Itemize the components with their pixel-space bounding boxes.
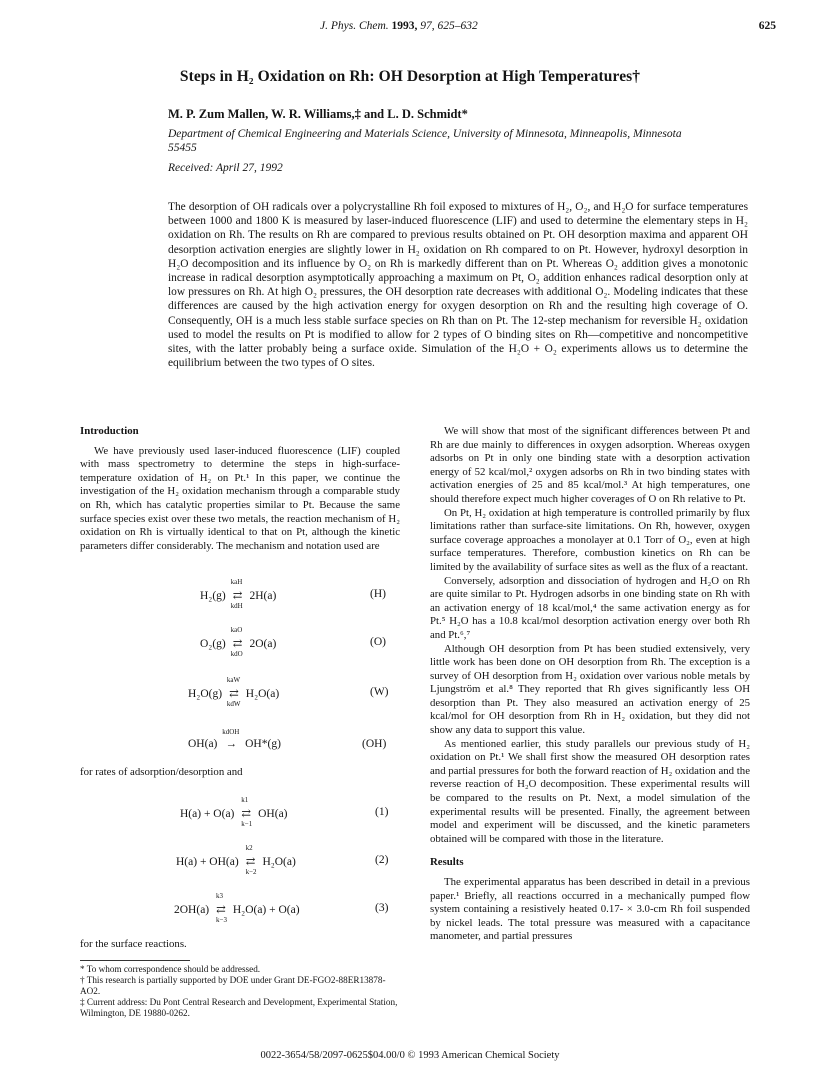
- paper-title: Steps in H₂ Oxidation on Rh: OH Desorption at High Temperatures†: [179, 68, 641, 85]
- rate-constant-forward: kdOH: [222, 728, 240, 736]
- eq-rhs: OH(a): [258, 808, 288, 820]
- intro-paragraph: We have previously used laser-induced fluorescence (LIF) coupled with mass spectrometry to determine the steps in high-surface-temperature oxidation of H₂ on Pt.¹ In this paper, we continue the investigation of the H₂ oxidation mechanism through a comparable study on Rh, which has catalytic properties similar to Pt. Because the same surface species exist over these two metals, the reaction mechanism of H₂ oxidation on Rh is virtually identical to that on Pt, although the kinetic parameters differ considerably. The mechanism and notation used are: [80, 444, 400, 552]
- right-paragraph: Although OH desorption from Pt has been studied extensively, very little work has been done on OH desorption from Rh. The exception is a survey of OH desorption from H₂ oxidation over various noble metals by Ljungström et al.⁸ They reported that Rh gives significantly less OH desorption than Pt. They also measured an activation energy of 25 kcal/mol for OH desorption from Rh in H₂ oxidation, but they did not show any data to support this value.: [430, 642, 750, 737]
- eq-lhs: OH(a): [188, 738, 218, 750]
- equation-label: (H): [370, 588, 386, 600]
- eq-rhs: OH*(g): [245, 738, 281, 750]
- eq-rhs: H₂O(a): [262, 856, 296, 868]
- right-paragraph: As mentioned earlier, this study parallels our previous study of H₂ oxidation on Pt.¹ We shall first show the measured OH desorption rates and partial pressures for both the forward reaction of H₂ oxidation and the reverse reaction of H₂O decomposition. These experimental results will be compared to the results on Pt. Next, a model simulation of the experimental results will be presented. Finally, the agreement between model and experiment will be discussed, and the kinetic parameters obtained will be compared with those in the literature.: [430, 737, 750, 845]
- page-number: 625: [758, 20, 776, 32]
- right-paragraph: The experimental apparatus has been described in detail in a previous paper.¹ Briefly, all reactions occurred in a mechanically pumped flow system containing a resistively heated 0.17- × 3.0-cm Rh foil suspended by nickel leads. The total pressure was measured with a capacitance manometer, and partial pressures: [430, 876, 750, 943]
- rate-constant-forward: k2: [245, 844, 253, 852]
- right-column: [430, 425, 750, 944]
- received-date: Received: April 27, 1992: [168, 162, 283, 174]
- journal-volume-pages: 97, 625–632: [420, 20, 478, 32]
- rate-constant-reverse: k−3: [216, 916, 227, 924]
- equation-block: [80, 578, 400, 938]
- reaction-arrow: ⇄: [229, 688, 239, 700]
- left-column-intro: [80, 425, 400, 553]
- reaction-arrow: ⇄: [232, 638, 243, 650]
- section-heading-introduction: Introduction: [80, 425, 139, 437]
- reaction-arrow: ⇄: [245, 856, 256, 868]
- equation-label: (W): [370, 686, 389, 698]
- equation-label: (3): [375, 902, 389, 914]
- right-paragraph: Conversely, adsorption and dissociation of hydrogen and H₂O on Rh are quite similar to Pt. Hydrogen adsorbs in one binding state on Rh with an activation energy of 18 kcal/mol,⁴ the same activation energy as for Pt.⁵ H₂O has a 10.8 kcal/mol desorption activation energy over both Rh and Pt.⁶,⁷: [430, 574, 750, 641]
- eq-rhs: 2H(a): [249, 590, 277, 602]
- right-paragraph: We will show that most of the significant differences between Pt and Rh are due mainly to differences in oxygen adsorption. Whereas oxygen adsorbs on Pt in only one binding state with a desorption activation energy of 52 kcal/mol,² oxygen adsorbs on Rh in two binding states with activation energies of 25 and 85 kcal/mol.³ At high temperatures, one should therefore expect much higher coverages of O on Rh relative to Pt.: [430, 425, 750, 505]
- eq-rhs: H₂O(a): [245, 688, 280, 700]
- right-paragraph: On Pt, H₂ oxidation at high temperature is controlled primarily by flux limitations rather than surface-site limitations. On Rh, however, oxygen surface coverage approaches a monolayer at 0.1 Torr of O₂, even at high surface temperatures. Therefore, combustion kinetics on Rh can be limited by the availability of surface sites as well as the flux of a reactant.: [430, 506, 750, 573]
- equation-1: [180, 796, 288, 828]
- affiliation: Department of Chemical Engineering and Materials Science, University of Minnesota, Minneapolis, Minnesota 55455: [168, 128, 682, 154]
- equation-label: (O): [370, 636, 386, 648]
- equation-OH: [188, 728, 281, 750]
- equation-label: (2): [375, 854, 389, 866]
- equation-W: [188, 676, 280, 708]
- rate-constant-reverse: kdW: [226, 700, 241, 708]
- rate-constant-forward: kaW: [226, 676, 241, 684]
- rate-constant-forward: k1: [241, 796, 249, 804]
- eq-lhs: H₂O(g): [188, 688, 223, 700]
- rate-constant-reverse: k−1: [241, 820, 253, 828]
- reaction-arrow: ⇄: [241, 808, 252, 820]
- equation-H: [200, 578, 277, 610]
- eq-lhs: H(a) + O(a): [180, 808, 235, 820]
- journal-year: 1993,: [391, 20, 418, 32]
- equation-label: (OH): [362, 738, 387, 750]
- page-footer: 0022-3654/58/2097-0625$04.00/0 © 1993 American Chemical Society: [260, 1050, 560, 1061]
- section-heading-results: Results: [430, 856, 464, 869]
- footnotes: [80, 964, 400, 1019]
- reaction-arrow: →: [225, 738, 237, 750]
- author-list: M. P. Zum Mallen, W. R. Williams,‡ and L. D. Schmidt*: [168, 107, 468, 121]
- equation-O: [200, 626, 277, 658]
- eq-lhs: H(a) + OH(a): [176, 856, 239, 868]
- footnote-rule: [80, 960, 190, 961]
- footnote-correspondence: * To whom correspondence should be addressed.: [80, 964, 261, 974]
- rate-constant-reverse: kdO: [230, 650, 243, 658]
- eq-lhs: H₂(g): [200, 590, 226, 602]
- eq-rhs: 2O(a): [249, 638, 277, 650]
- rate-constant-reverse: kdH: [230, 602, 243, 610]
- equation-2: [176, 844, 296, 876]
- rate-constant-reverse: k−2: [245, 868, 257, 876]
- eq-rhs: H₂O(a) + O(a): [232, 904, 300, 916]
- journal-name: J. Phys. Chem.: [320, 20, 389, 32]
- reaction-arrow: ⇄: [216, 904, 226, 916]
- footnote-funding: † This research is partially supported by DOE under Grant DE-FGO2-88ER13878-AO2.: [80, 975, 386, 996]
- footnote-address: ‡ Current address: Du Pont Central Research and Development, Experimental Station, Wilmington, DE 19880-0262.: [80, 997, 398, 1018]
- eq-lhs: O₂(g): [200, 638, 226, 650]
- abstract: The desorption of OH radicals over a polycrystalline Rh foil exposed to mixtures of H₂, O₂, and H₂O for surface temperatures between 1000 and 1800 K is measured by laser-induced fluorescence (LIF) and used to determine the elementary steps in H₂ oxidation on Rh. The results on Rh are compared to previous results obtained on Pt. OH desorption maxima and apparent OH desorption activation energies are slightly lower in H₂ oxidation on Rh compared to on Pt. However, hydroxyl desorption in H₂O decomposition and its influence by O₂ on Rh is markedly different than on Pt. Whereas O₂ addition gives a monotonic increase in radical desorption asymptotically approaching a maximum on Pt, O₂ addition enhances radical desorption only at low pressures on Rh. At high O₂ pressures, the OH desorption rate decreases with additional O₂. Modeling indicates that these differences are caused by the high activation energy for oxygen desorption on Rh and the resulting high coverage of O. Consequently, OH is a much less stable surface species on Rh than on Pt. The 12-step mechanism for reversible H₂ oxidation used to model the results on Pt is modified to allow for 2 types of O binding sites on Rh—competitive and noncompetitive sites, with the latter probably being a surface oxide. Simulation of the H₂O + O₂ experiments allows us to determine the equilibrium between the two types of O sites.: [168, 201, 748, 370]
- text-between-equations: for rates of adsorption/desorption and: [80, 766, 243, 778]
- rate-constant-forward: kaH: [230, 578, 243, 586]
- reaction-arrow: ⇄: [232, 590, 243, 602]
- rate-constant-forward: k3: [216, 892, 223, 900]
- eq-lhs: 2OH(a): [174, 904, 210, 916]
- rate-constant-forward: kaO: [230, 626, 243, 634]
- text-after-equations: for the surface reactions.: [80, 938, 187, 950]
- equation-3: [174, 892, 300, 924]
- running-header: [320, 20, 478, 32]
- equation-label: (1): [375, 806, 389, 818]
